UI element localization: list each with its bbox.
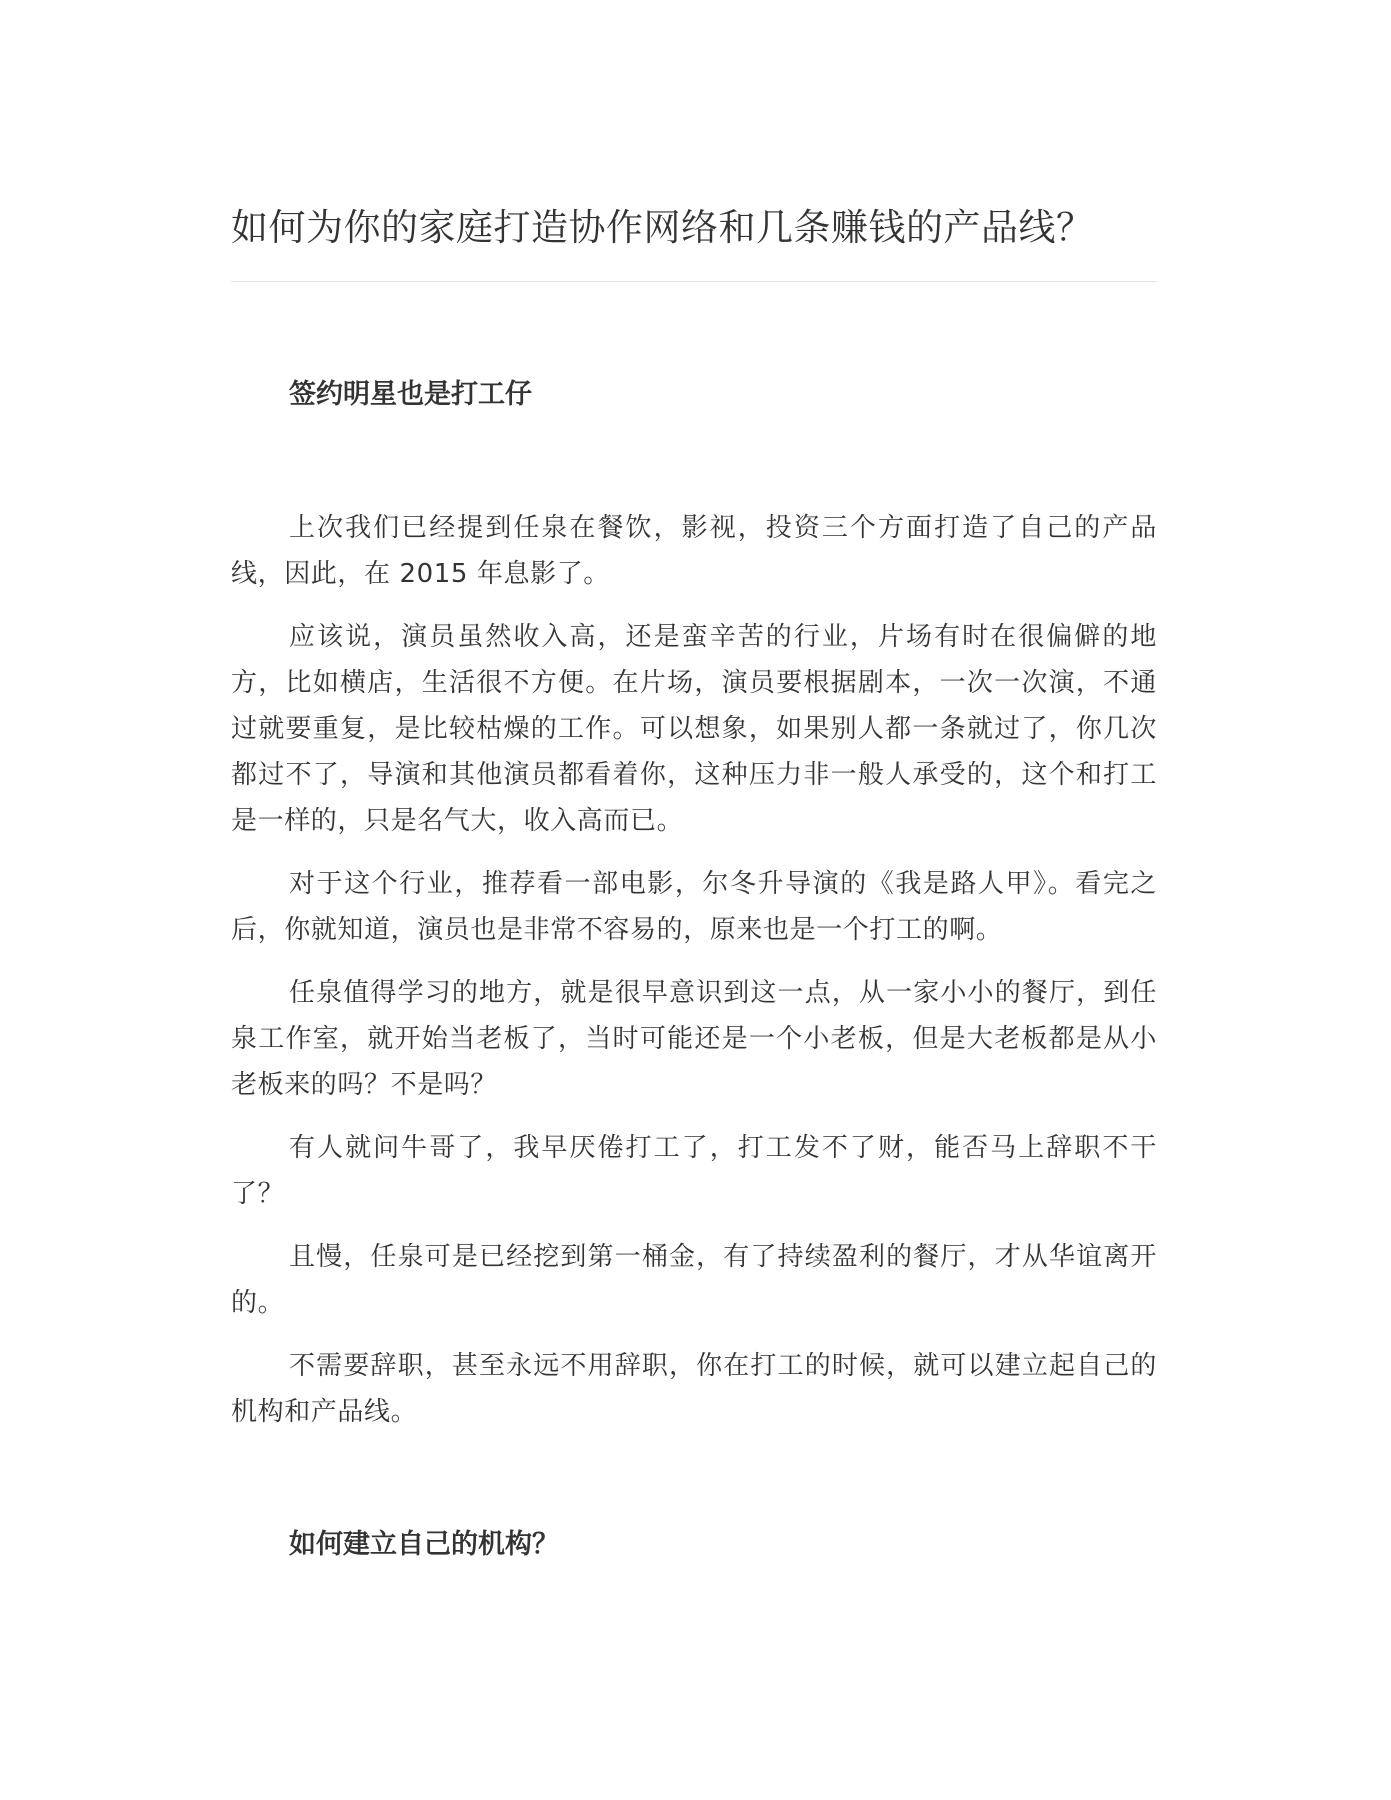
paragraph: 应该说，演员虽然收入高，还是蛮辛苦的行业，片场有时在很偏僻的地方，比如横店，生活很不方便。在片场，演员要根据剧本，一次一次演，不通过就要重复，是比较枯燥的工作。可以想象，如果别人都一条就过了，你几次都过不了，导演和其他演员都看着你，这种压力非一般人承受的，这个和打工是一样的，只是名气大，收入高而已。 — [231, 622, 1157, 836]
article-body — [231, 505, 1157, 1452]
paragraph: 有人就问牛哥了，我早厌倦打工了，打工发不了财，能否马上辞职不干了？ — [231, 1133, 1157, 1209]
paragraph: 上次我们已经提到任泉在餐饮，影视，投资三个方面打造了自己的产品线，因此，在 2015 年息影了。 — [231, 513, 1157, 589]
paragraph: 且慢，任泉可是已经挖到第一桶金，有了持续盈利的餐厅，才从华谊离开的。 — [231, 1242, 1157, 1318]
section-heading: 如何建立自己的机构？ — [289, 1529, 559, 1560]
paragraph: 不需要辞职，甚至永远不用辞职，你在打工的时候，就可以建立起自己的机构和产品线。 — [231, 1351, 1157, 1427]
title-divider — [231, 281, 1157, 282]
paragraph: 任泉值得学习的地方，就是很早意识到这一点，从一家小小的餐厅，到任泉工作室，就开始当老板了，当时可能还是一个小老板，但是大老板都是从小老板来的吗？不是吗？ — [231, 978, 1157, 1100]
section-heading: 签约明星也是打工仔 — [289, 379, 532, 410]
paragraph: 对于这个行业，推荐看一部电影，尔冬升导演的《我是路人甲》。看完之后，你就知道，演员也是非常不容易的，原来也是一个打工的啊。 — [231, 869, 1157, 945]
article-title: 如何为你的家庭打造协作网络和几条赚钱的产品线？ — [231, 206, 1094, 249]
